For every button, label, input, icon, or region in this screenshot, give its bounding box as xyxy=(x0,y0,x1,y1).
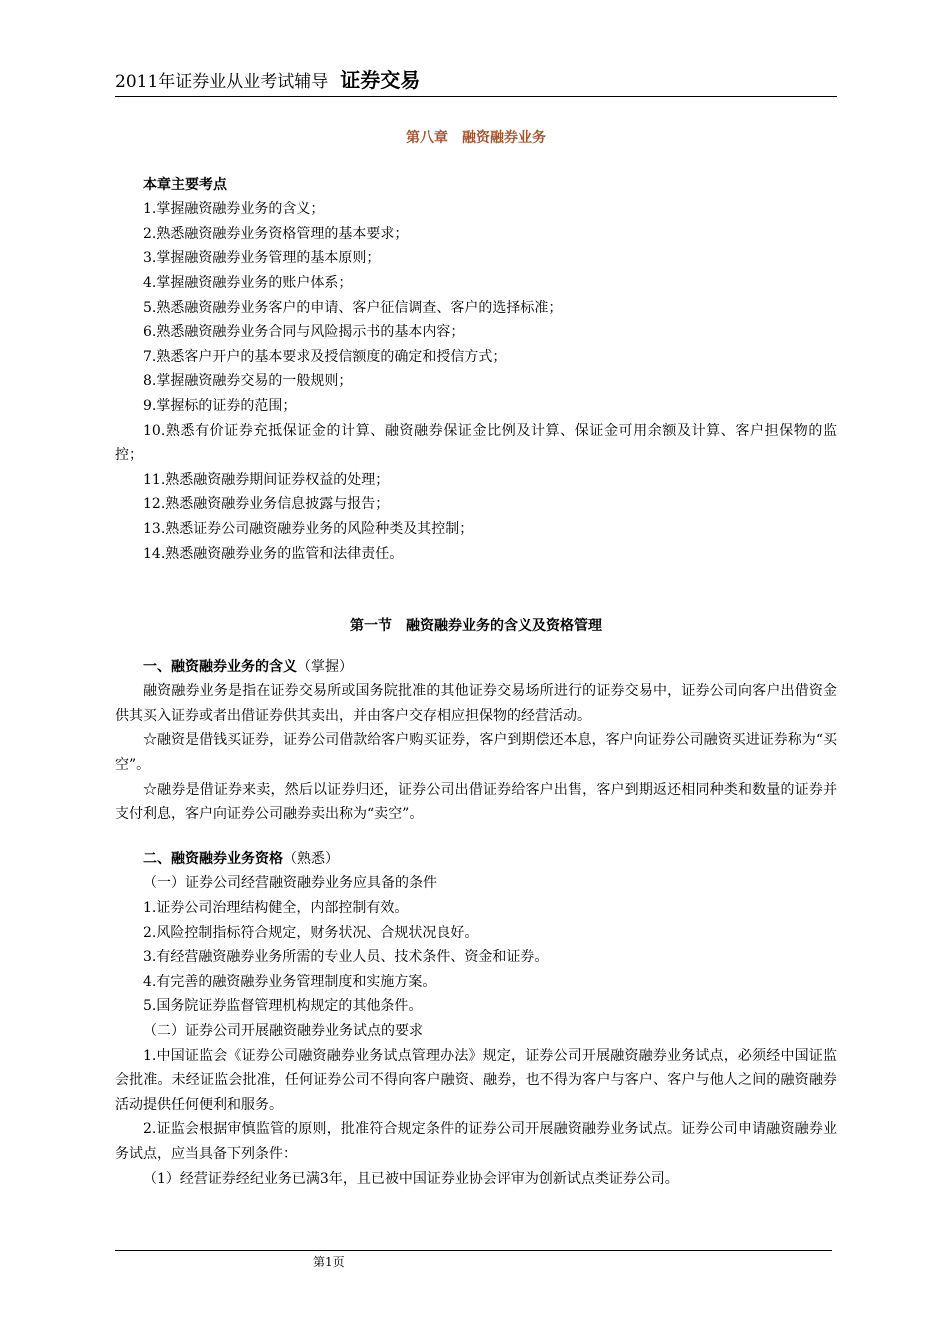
key-point-item: 5.熟悉融资融券业务客户的申请、客户征信调查、客户的选择标准； xyxy=(143,299,563,316)
list-item: 4.有完善的融资融券业务管理制度和实施方案。 xyxy=(143,973,437,990)
key-points-heading: 本章主要考点 xyxy=(143,176,227,193)
key-point-item: 14.熟悉融资融券业务的监管和法律责任。 xyxy=(143,545,404,562)
key-point-item: 7.熟悉客户开户的基本要求及授信额度的确定和授信方式； xyxy=(143,348,507,365)
key-point-item: 1.掌握融资融券业务的含义； xyxy=(143,201,325,218)
part1-heading xyxy=(115,655,837,680)
key-point-item: 4.掌握融资融券业务的账户体系； xyxy=(143,274,353,291)
part2-heading-note: （熟悉） xyxy=(283,850,339,867)
key-point-item: 2.熟悉融资融券业务资格管理的基本要求； xyxy=(143,225,409,242)
chapter-title: 第八章 融资融券业务 xyxy=(406,130,546,146)
header-subtitle: 证券交易 xyxy=(340,68,421,92)
paragraph: ☆融券是借证券来卖，然后以证券归还，证券公司出借证券给客户出售，客户到期返还相同种类和数量的证券并支付利息，客户向证券公司融券卖出称为“卖空”。 xyxy=(115,781,837,823)
page-header xyxy=(115,66,837,97)
key-point-item: 6.熟悉融资融券业务合同与风险揭示书的基本内容； xyxy=(143,324,465,341)
key-point-item: 8.掌握融资融券交易的一般规则； xyxy=(143,373,353,390)
part1-heading-note: （掌握） xyxy=(297,658,353,675)
list-item: 1.中国证监会《证券公司融资融券业务试点管理办法》规定，证券公司开展融资融券业务试点，必须经中国证监会批准。未经证监会批准，任何证券公司不得向客户融资、融券，也不得为客户与客户、客户与他人之间的融资融券活动提供任何便利和服务。 xyxy=(115,1047,837,1113)
list-item: 2.证监会根据审慎监管的原则，批准符合规定条件的证券公司开展融资融券业务试点。证券公司申请融资融券业务试点，应当具备下列条件： xyxy=(115,1121,837,1162)
list-item: （1）经营证券经纪业务已满3年，且已被中国证券业协会评审为创新试点类证券公司。 xyxy=(143,1170,679,1187)
key-point-item: 9.掌握标的证券的范围； xyxy=(143,397,297,414)
part2-heading xyxy=(115,847,837,872)
key-point-item: 10.熟悉有价证券充抵保证金的计算、融资融券保证金比例及计算、保证金可用余额及计算、客户担保物的监控； xyxy=(115,422,837,464)
footer-rule xyxy=(115,1250,832,1251)
subheading: （二）证券公司开展融资融券业务试点的要求 xyxy=(143,1023,423,1039)
key-point-item: 13.熟悉证券公司融资融券业务的风险种类及其控制； xyxy=(143,520,474,537)
list-item: 1.证券公司治理结构健全，内部控制有效。 xyxy=(143,900,409,917)
section-title: 第一节 融资融券业务的含义及资格管理 xyxy=(350,618,602,635)
header-title: 2011年证券业从业考试辅导 xyxy=(115,72,329,92)
subheading: （一）证券公司经营融资融券业务应具备的条件 xyxy=(143,875,437,892)
key-point-item: 11.熟悉融资融券期间证券权益的处理； xyxy=(143,471,390,488)
list-item: 3.有经营融资融券业务所需的专业人员、技术条件、资金和证券。 xyxy=(143,949,549,966)
paragraph: 融资融券业务是指在证券交易所或国务院批准的其他证券交易场所进行的证券交易中，证券公司向客户出借资金供其买入证券或者出借证券供其卖出，并由客户交存相应担保物的经营活动。 xyxy=(115,683,837,724)
header-text xyxy=(115,64,420,93)
document-body xyxy=(115,118,837,1191)
list-item: 5.国务院证券监督管理机构规定的其他条件。 xyxy=(143,998,423,1015)
paragraph: ☆融资是借钱买证券，证券公司借款给客户购买证券，客户到期偿还本息，客户向证券公司融资买进证券称为“买空”。 xyxy=(115,732,837,774)
key-point-item: 3.掌握融资融券业务管理的基本原则； xyxy=(143,250,381,267)
list-item: 2.风险控制指标符合规定，财务状况、合规状况良好。 xyxy=(143,924,479,941)
key-point-item: 12.熟悉融资融券业务信息披露与报告； xyxy=(143,496,390,513)
part2-heading-text: 二、融资融券业务资格 xyxy=(143,850,283,867)
page-number: 第1页 xyxy=(313,1255,345,1269)
part1-heading-text: 一、融资融券业务的含义 xyxy=(143,658,297,675)
